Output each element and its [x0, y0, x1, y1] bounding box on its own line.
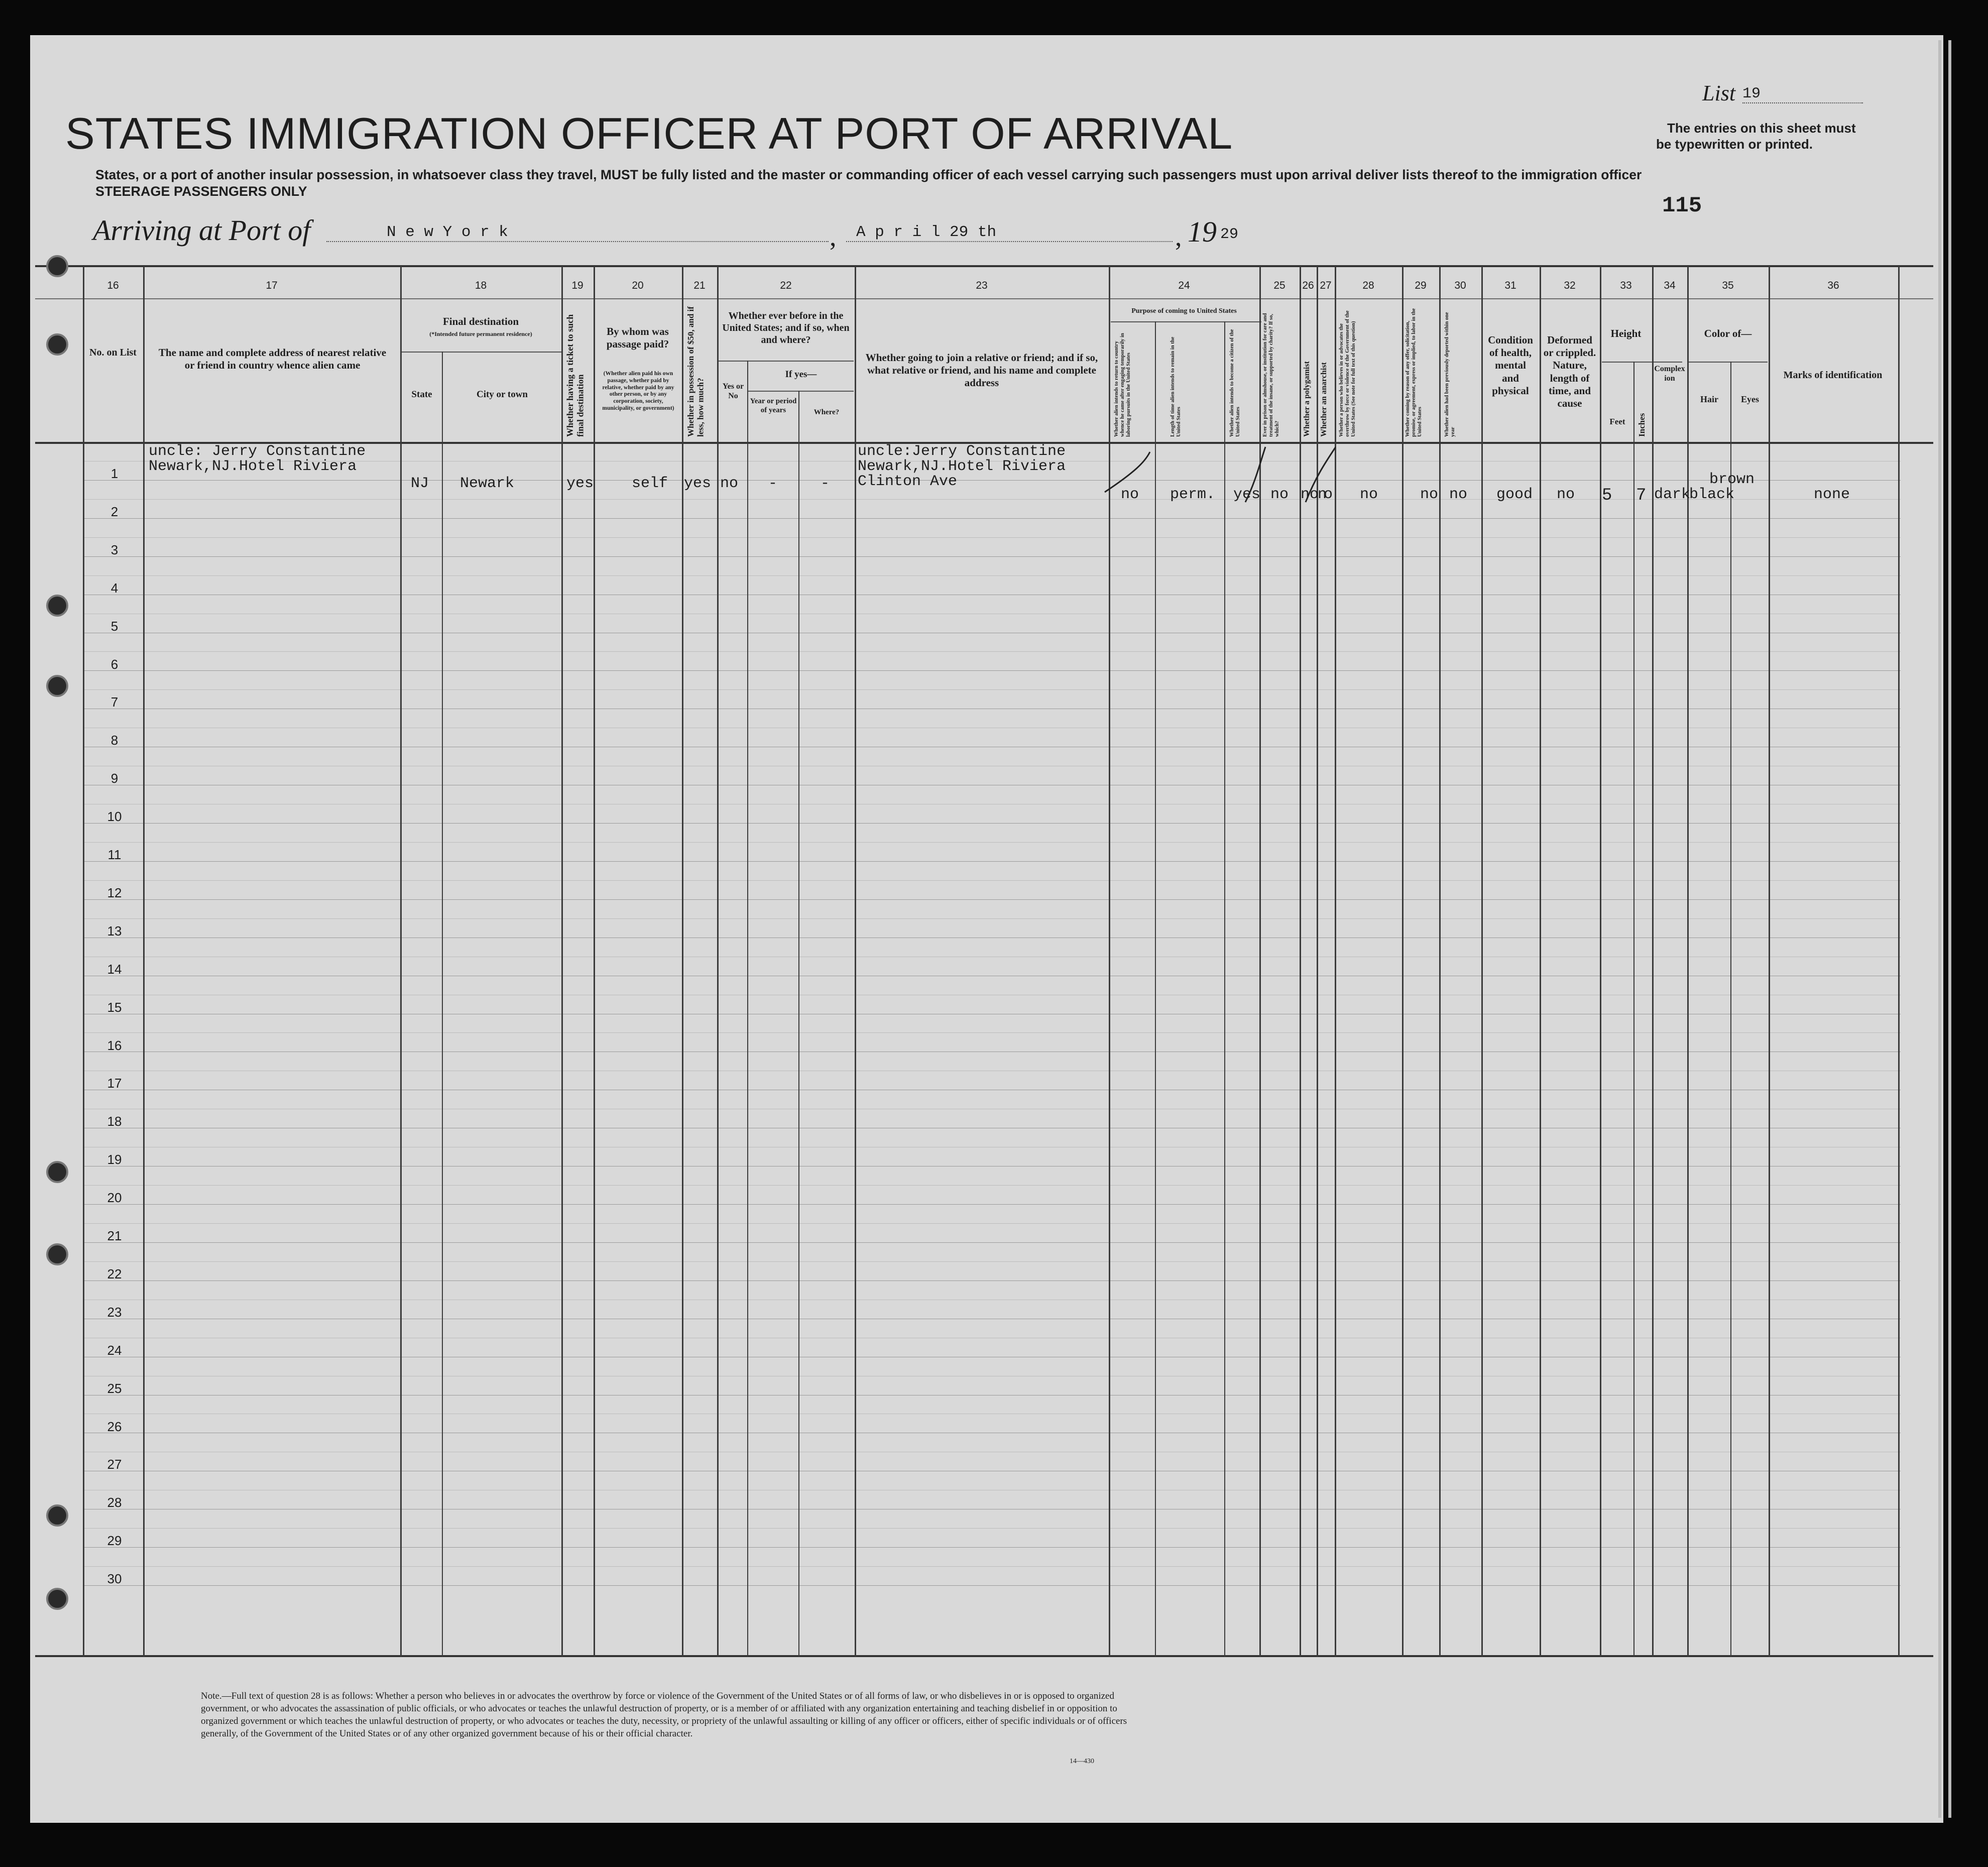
row-subline — [83, 1185, 1901, 1186]
steerage-label: STEERAGE PASSENGERS ONLY — [95, 184, 307, 199]
col-line — [1224, 321, 1225, 1657]
row-number: 2 — [110, 504, 119, 519]
row-number: 26 — [107, 1419, 122, 1434]
column-number: 19 — [571, 280, 583, 291]
header-deformed: Deformed or crippled. Nature, length of time, and cause — [1543, 334, 1596, 409]
binding-hole — [46, 675, 68, 697]
header-before-us: Whether ever before in the United States; and if so, when and where? — [722, 310, 850, 345]
col-line — [442, 352, 443, 1657]
col-line — [855, 266, 856, 1657]
entries-note-2: be typewritten or printed. — [1656, 137, 1813, 152]
row-number: 25 — [107, 1380, 122, 1396]
row-line — [83, 670, 1901, 671]
col-line — [1652, 266, 1654, 1657]
row-number: 4 — [110, 580, 119, 596]
manifest-sheet — [30, 35, 1943, 1823]
row-subline — [83, 1223, 1901, 1224]
destination-state: NJ — [411, 475, 429, 492]
colnum-line — [35, 298, 1933, 299]
column-number: 32 — [1564, 280, 1576, 291]
header-feet: Feet — [1609, 417, 1625, 426]
row-number: 14 — [107, 961, 122, 977]
entries-note-1: The entries on this sheet must — [1667, 121, 1856, 136]
row-number: 24 — [107, 1342, 122, 1358]
row-number: 15 — [107, 999, 122, 1015]
column-number: 17 — [266, 280, 278, 291]
header-purpose-return: Whether alien intends to return to country whence he came after engaging temporarily in laboring pursuits in the United States — [1114, 333, 1132, 437]
column-number: 26 — [1302, 280, 1314, 291]
binding-hole — [46, 255, 68, 277]
port-field: N e w Y o r k — [326, 223, 829, 242]
sub-line — [1602, 362, 1682, 363]
page-edge — [1938, 40, 1941, 1818]
header-join-relative: Whether going to join a relative or friend; and if so, what relative or friend, and his name and complete address — [865, 352, 1098, 389]
col-line — [1481, 266, 1483, 1657]
row-subline — [83, 1566, 1901, 1567]
col-line — [717, 266, 719, 1657]
header-final-destination-sub: (*Intended future permanent residence) — [429, 330, 532, 337]
binding-hole — [46, 1504, 68, 1527]
comma: , — [830, 221, 837, 252]
header-if-yes: If yes— — [785, 369, 817, 380]
header-labor: Whether coming by reason of any offer, solicitation, promise, or agreement, express or implied, to labor in the United States — [1405, 308, 1423, 437]
sub-line — [402, 352, 562, 353]
header-color: Color of— — [1704, 327, 1752, 339]
citizen-value: yes — [1233, 486, 1261, 503]
header-city: City or town — [476, 389, 528, 400]
length-value: perm. — [1170, 486, 1216, 503]
row-subline — [83, 918, 1901, 919]
header-where: Where? — [813, 408, 840, 416]
sub-line — [1111, 321, 1261, 322]
row-number: 27 — [107, 1457, 122, 1472]
complexion-value: dark — [1654, 486, 1691, 503]
row-line — [83, 1280, 1901, 1281]
column-number: 25 — [1273, 280, 1285, 291]
year-prefix: 19 — [1188, 215, 1217, 248]
col-line — [83, 266, 84, 1657]
check-marks — [1055, 442, 1336, 507]
col-line — [1155, 321, 1156, 1657]
prison-value: no — [1270, 486, 1289, 503]
column-number: 24 — [1178, 280, 1190, 291]
binding-hole — [46, 1161, 68, 1183]
col-line — [1730, 362, 1731, 1657]
binding-hole — [46, 1243, 68, 1265]
row-number: 5 — [110, 618, 119, 634]
header-inches: Inches — [1637, 413, 1647, 437]
col-line — [1402, 266, 1404, 1657]
row-subline — [83, 499, 1901, 500]
row-line — [83, 1585, 1901, 1586]
header-height: Height — [1610, 327, 1642, 339]
row-subline — [83, 880, 1901, 881]
join-line-3: Clinton Ave — [858, 473, 958, 490]
row-number: 17 — [107, 1076, 122, 1091]
health-value: good — [1496, 486, 1533, 503]
row-line — [83, 1204, 1901, 1205]
column-number: 33 — [1620, 280, 1632, 291]
instruction-text: States, or a port of another insular possession, in whatsoever class they travel, MUST be fully listed and the master or commanding officer of each vessel carrying such passengers must upon arrival deliver lists thereof to the immigration officer — [95, 167, 1642, 182]
form-number: 14—430 — [1070, 1758, 1094, 1765]
join-line-1: uncle:Jerry Constantine — [858, 443, 1066, 460]
header-eyes: Eyes — [1741, 394, 1759, 404]
col-line — [561, 266, 563, 1657]
col-line — [1898, 266, 1900, 1657]
labor-value: no — [1420, 486, 1439, 503]
row-number: 20 — [107, 1190, 122, 1206]
return-value: no — [1121, 486, 1139, 503]
header-deported: Whether alien had been previously deported within one year — [1444, 312, 1456, 437]
col-line — [1600, 266, 1601, 1657]
page-edge — [1948, 40, 1951, 1818]
col-line — [1633, 362, 1634, 1657]
header-anarchist: Whether an anarchist — [1320, 362, 1328, 437]
header-hair: Hair — [1700, 394, 1718, 404]
inches-value: 7 — [1636, 486, 1647, 505]
row-number: 30 — [107, 1571, 122, 1587]
date-field: A p r i l 29 th — [846, 223, 1173, 242]
column-number: 35 — [1722, 280, 1734, 291]
join-line-2: Newark,NJ.Hotel Riviera — [858, 458, 1066, 475]
row-line — [83, 861, 1901, 862]
row-line — [83, 1547, 1901, 1548]
header-polygamist: Whether a polygamist — [1303, 361, 1311, 437]
binding-hole — [46, 333, 68, 356]
row-line — [83, 823, 1901, 824]
header-health: Condition of health, mental and physical — [1488, 334, 1533, 397]
column-number: 21 — [693, 280, 706, 291]
row-number: 29 — [107, 1533, 122, 1549]
row-number: 19 — [107, 1152, 122, 1168]
header-purpose-length: Length of time alien intends to remain in the United States — [1170, 336, 1182, 437]
row-line — [83, 1242, 1901, 1243]
list-label: List — [1702, 81, 1736, 105]
header-year: Year or period of years — [750, 397, 797, 414]
anarchist-value: no — [1318, 486, 1330, 503]
column-number: 34 — [1664, 280, 1676, 291]
col-line — [143, 266, 145, 1657]
column-number: 28 — [1362, 280, 1374, 291]
header-ticket: Whether having a ticket to such final destination — [565, 314, 586, 437]
row-number: 28 — [107, 1495, 122, 1510]
row-number: 9 — [110, 771, 119, 786]
row-number: 16 — [107, 1037, 122, 1053]
row-number: 18 — [107, 1114, 122, 1129]
feet-value: 5 — [1602, 486, 1612, 505]
row-number: 7 — [110, 694, 119, 710]
row-number: 21 — [107, 1228, 122, 1243]
relative-line-1: uncle: Jerry Constantine — [149, 443, 366, 460]
arriving-label: Arriving at Port of — [93, 214, 311, 247]
row-number: 6 — [110, 656, 119, 672]
deformed-value: no — [1557, 486, 1575, 503]
row-number: 12 — [107, 885, 122, 900]
header-fifty-dollars: Whether in possession of $50, and if less, how much? — [686, 306, 706, 437]
comma: , — [1175, 221, 1182, 252]
header-final-destination: Final destination — [442, 315, 519, 327]
row-number: 8 — [110, 733, 119, 748]
table-top-line — [35, 265, 1933, 267]
page-title: STATES IMMIGRATION OFFICER AT PORT OF ARRIVAL — [65, 108, 1233, 158]
header-yes-no: Yes or No — [722, 382, 744, 401]
header-no-on-list: No. on List — [89, 347, 137, 358]
column-number: 16 — [107, 280, 119, 291]
row-number: 10 — [107, 809, 122, 825]
col-line — [747, 361, 748, 1657]
column-number: 27 — [1320, 280, 1332, 291]
column-number: 22 — [780, 280, 792, 291]
destination-city: Newark — [460, 475, 515, 492]
binding-hole — [46, 1588, 68, 1610]
row-subline — [83, 651, 1901, 652]
binding-hole — [46, 595, 68, 617]
column-number: 23 — [976, 280, 988, 291]
sub-line — [1687, 362, 1768, 363]
column-number: 31 — [1504, 280, 1516, 291]
row-subline — [83, 689, 1901, 690]
row-line — [83, 556, 1901, 557]
row-line — [83, 480, 1901, 481]
list-number: 19 — [1742, 85, 1863, 103]
col-line — [682, 266, 683, 1657]
overthrow-value: no — [1360, 486, 1378, 503]
hair-value: black — [1689, 486, 1735, 503]
row-subline — [83, 842, 1901, 843]
relative-line-2: Newark,NJ.Hotel Riviera — [149, 458, 357, 475]
row-subline — [83, 575, 1901, 576]
col-line — [1439, 266, 1441, 1657]
col-line — [400, 266, 402, 1657]
deported-value: no — [1449, 486, 1468, 503]
fifty-dollars-value: yes — [684, 475, 712, 492]
page-number: 115 — [1662, 193, 1702, 218]
year-value: - — [768, 475, 778, 492]
row-subline — [83, 1032, 1901, 1033]
ticket-value: yes — [566, 475, 594, 492]
before-us-value: no — [720, 475, 739, 492]
row-subline — [83, 537, 1901, 538]
header-marks: Marks of identification — [1783, 370, 1883, 381]
col-line — [1769, 266, 1770, 1657]
column-number: 29 — [1415, 280, 1427, 291]
eyes-value: brown — [1709, 471, 1755, 488]
row-number: 23 — [107, 1304, 122, 1320]
row-number: 1 — [110, 466, 119, 481]
col-line — [1540, 266, 1541, 1657]
sub-line — [718, 361, 854, 362]
header-complexion: Complexion — [1654, 365, 1685, 383]
row-number: 13 — [107, 923, 122, 939]
column-number: 36 — [1827, 280, 1839, 291]
column-number: 30 — [1454, 280, 1466, 291]
footnote: Note.—Full text of question 28 is as follows: Whether a person who believes in or advocates the overthrow by force or violence of the Government of the United States or of all forms of law, or who disbelieves in or is opposed to organized government, or who advocates the assassination of public officials, or who advocates or teaches the unlawful destruction of property, or is a member of or affiliated with any organization entertaining and teaching disbelief in or opposition to organized government or which teaches the unlawful destruction of property, or who advocates or teaches the duty, necessity, or propriety of the unlawful assaulting or killing of any officer or officers, either of specific individuals or of officers generally, of the Government of the United States or of any other organized government because of his or their official character. — [201, 1691, 1127, 1739]
header-state: State — [411, 389, 432, 400]
col-line — [1687, 266, 1689, 1657]
row-number: 22 — [107, 1266, 122, 1281]
header-passage: By whom was passage paid? — [606, 325, 669, 351]
year-suffix: 29 — [1220, 226, 1239, 243]
sub-line — [747, 391, 854, 392]
row-line — [83, 518, 1901, 519]
marks-value: none — [1814, 486, 1850, 503]
row-subline — [83, 1261, 1901, 1262]
row-number: 3 — [110, 542, 119, 557]
col-line — [798, 391, 799, 1657]
polygamist-value: no — [1301, 486, 1319, 503]
row-number: 11 — [107, 847, 122, 862]
header-overthrow: Whether a person who believes in or advocates the overthrow by force or violence of the Government of the United States (See note for full text of this question) — [1339, 310, 1357, 437]
column-number: 20 — [632, 280, 644, 291]
column-number: 18 — [475, 280, 487, 291]
header-relative: The name and complete address of nearest relative or friend in country whence alien came — [158, 346, 387, 372]
header-purpose-citizen: Whether alien intends to become a citizen of the United States — [1229, 329, 1241, 437]
where-value: - — [821, 475, 830, 492]
header-passage-sub: (Whether alien paid his own passage, whether paid by relative, whether paid by any other person, or by any corporation, society, municipality, or government) — [602, 371, 674, 411]
paid-by-value: self — [632, 475, 668, 492]
row-subline — [83, 1528, 1901, 1529]
row-line — [83, 899, 1901, 900]
col-line — [594, 266, 595, 1657]
table-bottom-line — [35, 1655, 1933, 1657]
header-prison: Ever in prison or almshouse, or institution for care and treatment of the insane, or supported by charity? If so, which? — [1262, 313, 1280, 437]
header-purpose: Purpose of coming to United States — [1131, 307, 1237, 315]
